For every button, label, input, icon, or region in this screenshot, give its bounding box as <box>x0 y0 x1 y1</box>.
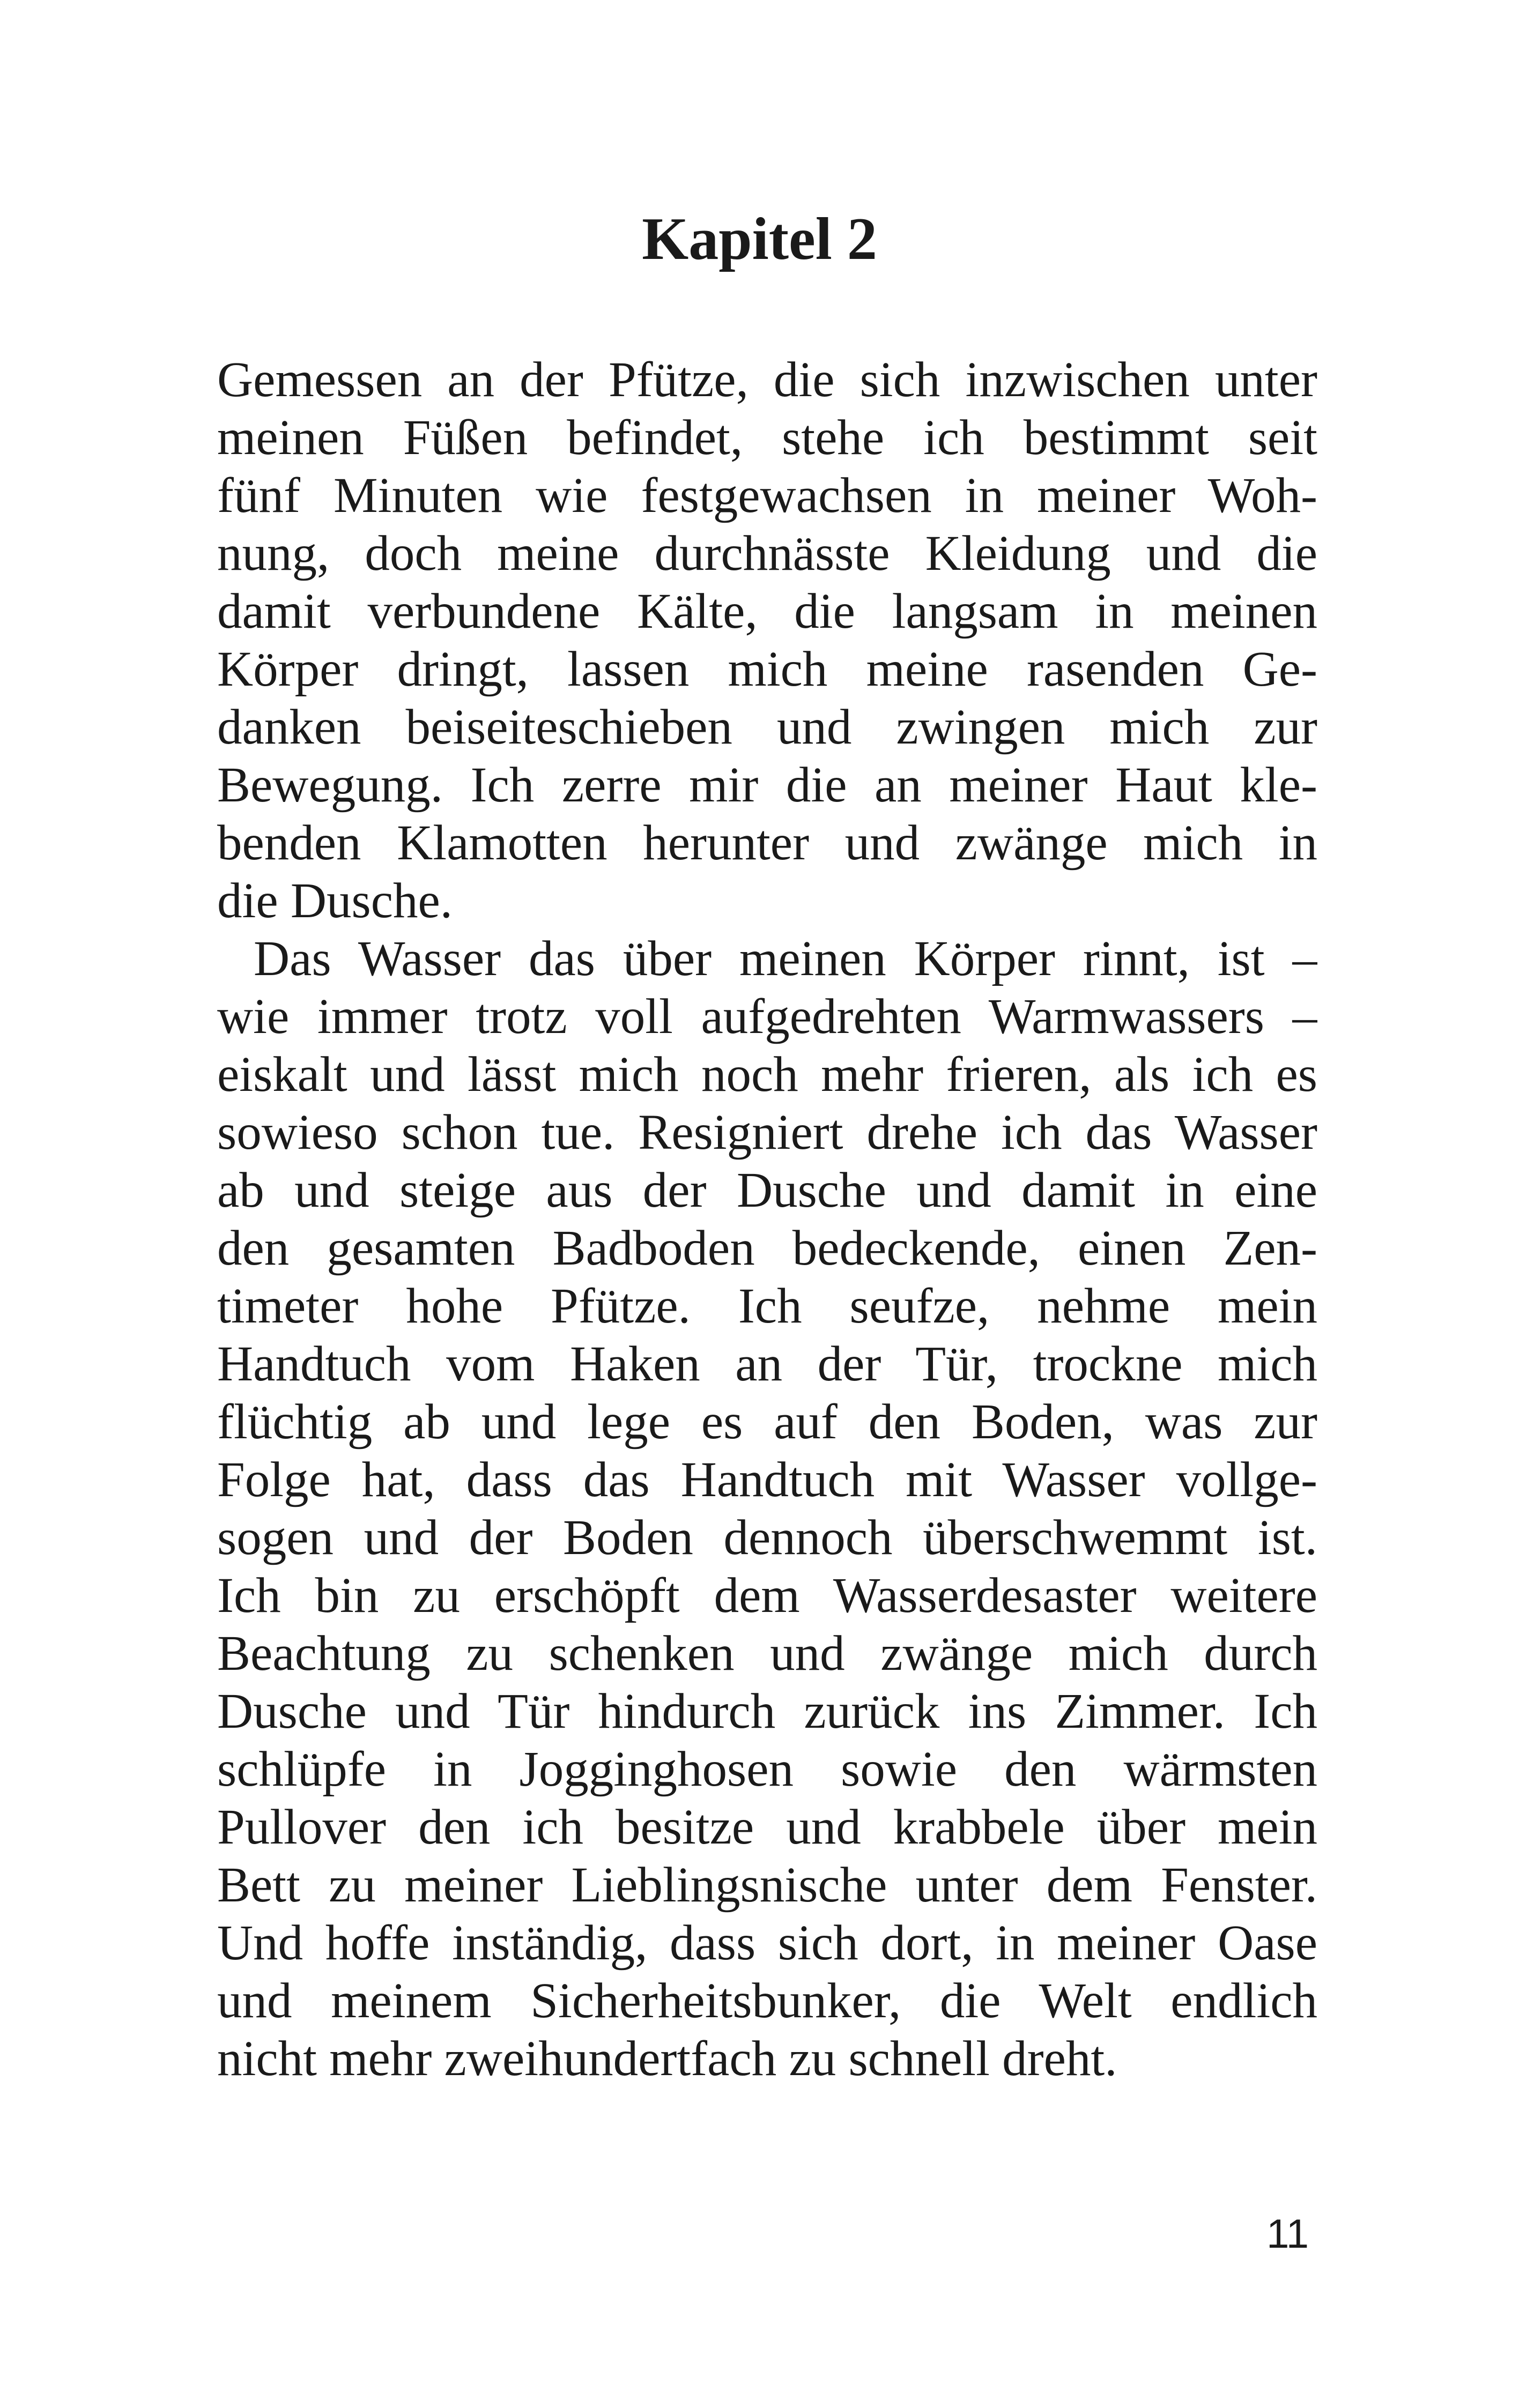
text-line: schlüpfe in Jogginghosen sowie den wärmsten <box>217 1742 1317 1797</box>
text-line: wie immer trotz voll aufgedrehten Warmwassers – <box>217 989 1317 1044</box>
text-line: Pullover den ich besitze und krabbele über mein <box>217 1800 1317 1855</box>
text-line: Ich bin zu erschöpft dem Wasserdesaster weitere <box>217 1568 1317 1623</box>
text-line: Folge hat, dass das Handtuch mit Wasser vollge- <box>217 1452 1317 1507</box>
text-line: meinen Füßen befindet, stehe ich bestimmt seit <box>217 410 1317 465</box>
text-line: die Dusche. <box>217 873 453 928</box>
chapter-title: Kapitel 2 <box>642 206 877 272</box>
text-line: eiskalt und lässt mich noch mehr frieren, als ich es <box>217 1047 1317 1102</box>
text-line: Dusche und Tür hindurch zurück ins Zimmer. Ich <box>217 1684 1317 1739</box>
text-line: Gemessen an der Pfütze, die sich inzwischen unter <box>217 352 1317 407</box>
text-line: nung, doch meine durchnässte Kleidung und die <box>217 526 1317 581</box>
text-line: Handtuch vom Haken an der Tür, trockne mich <box>217 1336 1317 1392</box>
text-line: Beachtung zu schenken und zwänge mich durch <box>217 1626 1317 1681</box>
text-line: nicht mehr zweihundertfach zu schnell dreht. <box>217 2031 1117 2086</box>
text-line: sogen und der Boden dennoch überschwemmt ist. <box>217 1510 1317 1565</box>
text-line: danken beiseiteschieben und zwingen mich zur <box>217 700 1317 755</box>
text-line: sowieso schon tue. Resigniert drehe ich das Wasser <box>217 1105 1317 1160</box>
text-line: ab und steige aus der Dusche und damit in eine <box>217 1163 1317 1218</box>
text-line: Und hoffe inständig, dass sich dort, in meiner Oase <box>217 1915 1317 1971</box>
page-number: 11 <box>1266 2211 1309 2257</box>
text-line: Bewegung. Ich zerre mir die an meiner Haut kle- <box>217 757 1317 813</box>
text-line: Das Wasser das über meinen Körper rinnt, ist – <box>254 931 1317 986</box>
text-line: Bett zu meiner Lieblingsnische unter dem Fenster. <box>217 1857 1317 1913</box>
text-line: timeter hohe Pfütze. Ich seufze, nehme mein <box>217 1279 1317 1334</box>
text-line: damit verbundene Kälte, die langsam in meinen <box>217 584 1317 639</box>
text-line: flüchtig ab und lege es auf den Boden, was zur <box>217 1394 1317 1450</box>
text-line: Körper dringt, lassen mich meine rasenden Ge- <box>217 642 1317 697</box>
text-line: den gesamten Badboden bedeckende, einen Zen- <box>217 1221 1317 1276</box>
text-line: fünf Minuten wie festgewachsen in meiner Woh- <box>217 468 1317 523</box>
text-line: und meinem Sicherheitsbunker, die Welt endlich <box>217 1973 1317 2028</box>
text-line: benden Klamotten herunter und zwänge mich in <box>217 815 1317 871</box>
body-text <box>217 351 1317 2088</box>
